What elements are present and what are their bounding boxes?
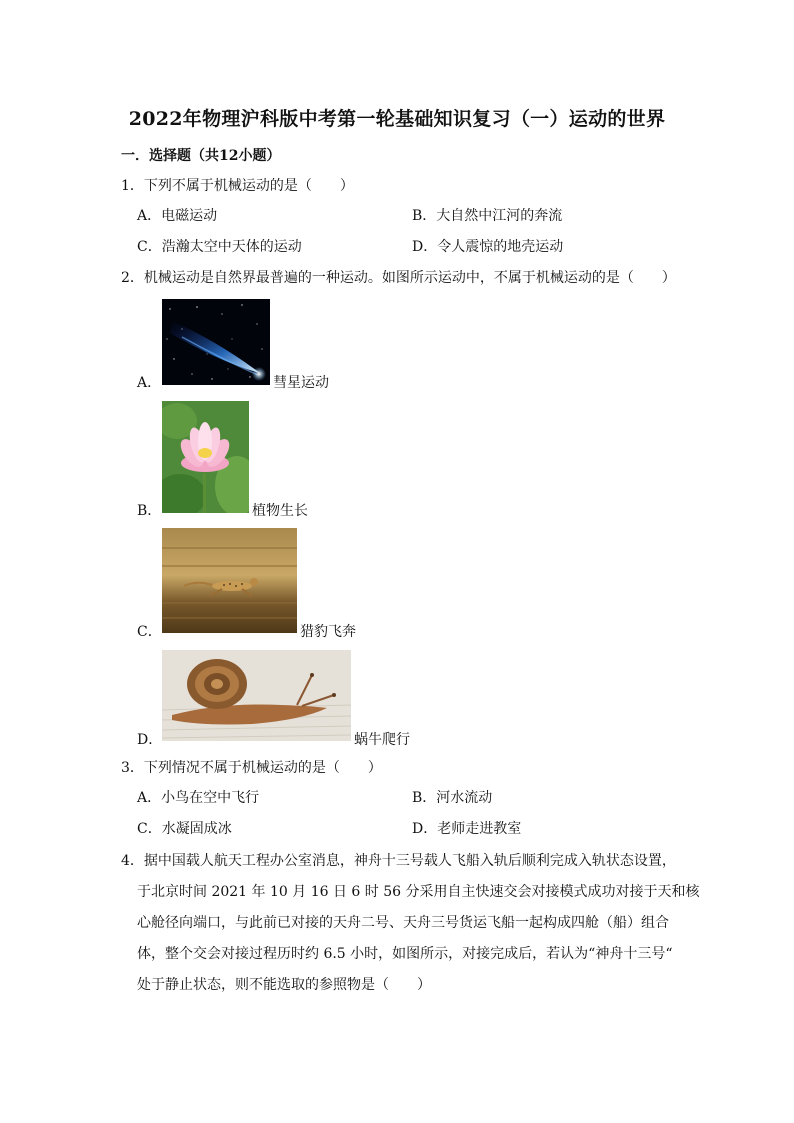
q1-option-b: B．大自然中江河的奔流 [412,208,563,224]
q1-option-c: C．浩瀚太空中天体的运动 [137,239,302,255]
question-1-stem: 1．下列不属于机械运动的是（ ） [121,178,354,194]
page-title: 2022年物理沪科版中考第一轮基础知识复习（一）运动的世界 [128,108,666,130]
q1-option-a: A．电磁运动 [137,208,218,224]
q2-option-b-label: B． [137,503,162,519]
q3-option-a: A．小鸟在空中飞行 [137,790,260,806]
snail-icon [162,650,351,741]
question-4-line-2: 于北京时间 2021 年 10 月 16 日 6 时 56 分采用自主快速交会对接模式成功对接于天和核 [137,884,700,900]
question-4-line-3: 心舱径向端口，与此前已对接的天舟二号、天舟三号货运飞船一起构成四舱（船）组合 [137,915,669,931]
q2-option-b-caption: 植物生长 [252,503,308,519]
q2-option-d-label: D． [137,732,163,748]
section-heading: 一．选择题（共12小题） [121,148,281,164]
question-4-line-1: 4．据中国载人航天工程办公室消息，神舟十三号载人飞船入轨后顺利完成入轨状态设置， [121,853,676,869]
q2-option-d-caption: 蜗牛爬行 [354,732,410,748]
question-2-stem: 2．机械运动是自然界最普遍的一种运动。如图所示运动中，不属于机械运动的是（ ） [121,270,676,286]
q2-option-a-caption: 彗星运动 [273,375,329,391]
q3-option-c: C．水凝固成冰 [137,821,232,837]
cheetah-icon [162,528,297,633]
q2-option-c-label: C． [137,624,162,640]
q3-option-b: B．河水流动 [412,790,493,806]
question-4-line-5: 处于静止状态，则不能选取的参照物是（ ） [137,977,431,993]
comet-icon [162,299,270,385]
q3-option-d: D．老师走进教室 [412,821,522,837]
question-3-stem: 3．下列情况不属于机械运动的是（ ） [121,760,382,776]
lotus-icon [162,401,249,513]
q2-option-a-label: A． [137,375,162,391]
q1-option-d: D．令人震惊的地壳运动 [412,239,564,255]
question-4-line-4: 体，整个交会对接过程历时约 6.5 小时，如图所示，对接完成后，若认为“神舟十三号“ [137,946,673,962]
q2-option-c-caption: 猎豹飞奔 [300,624,356,640]
